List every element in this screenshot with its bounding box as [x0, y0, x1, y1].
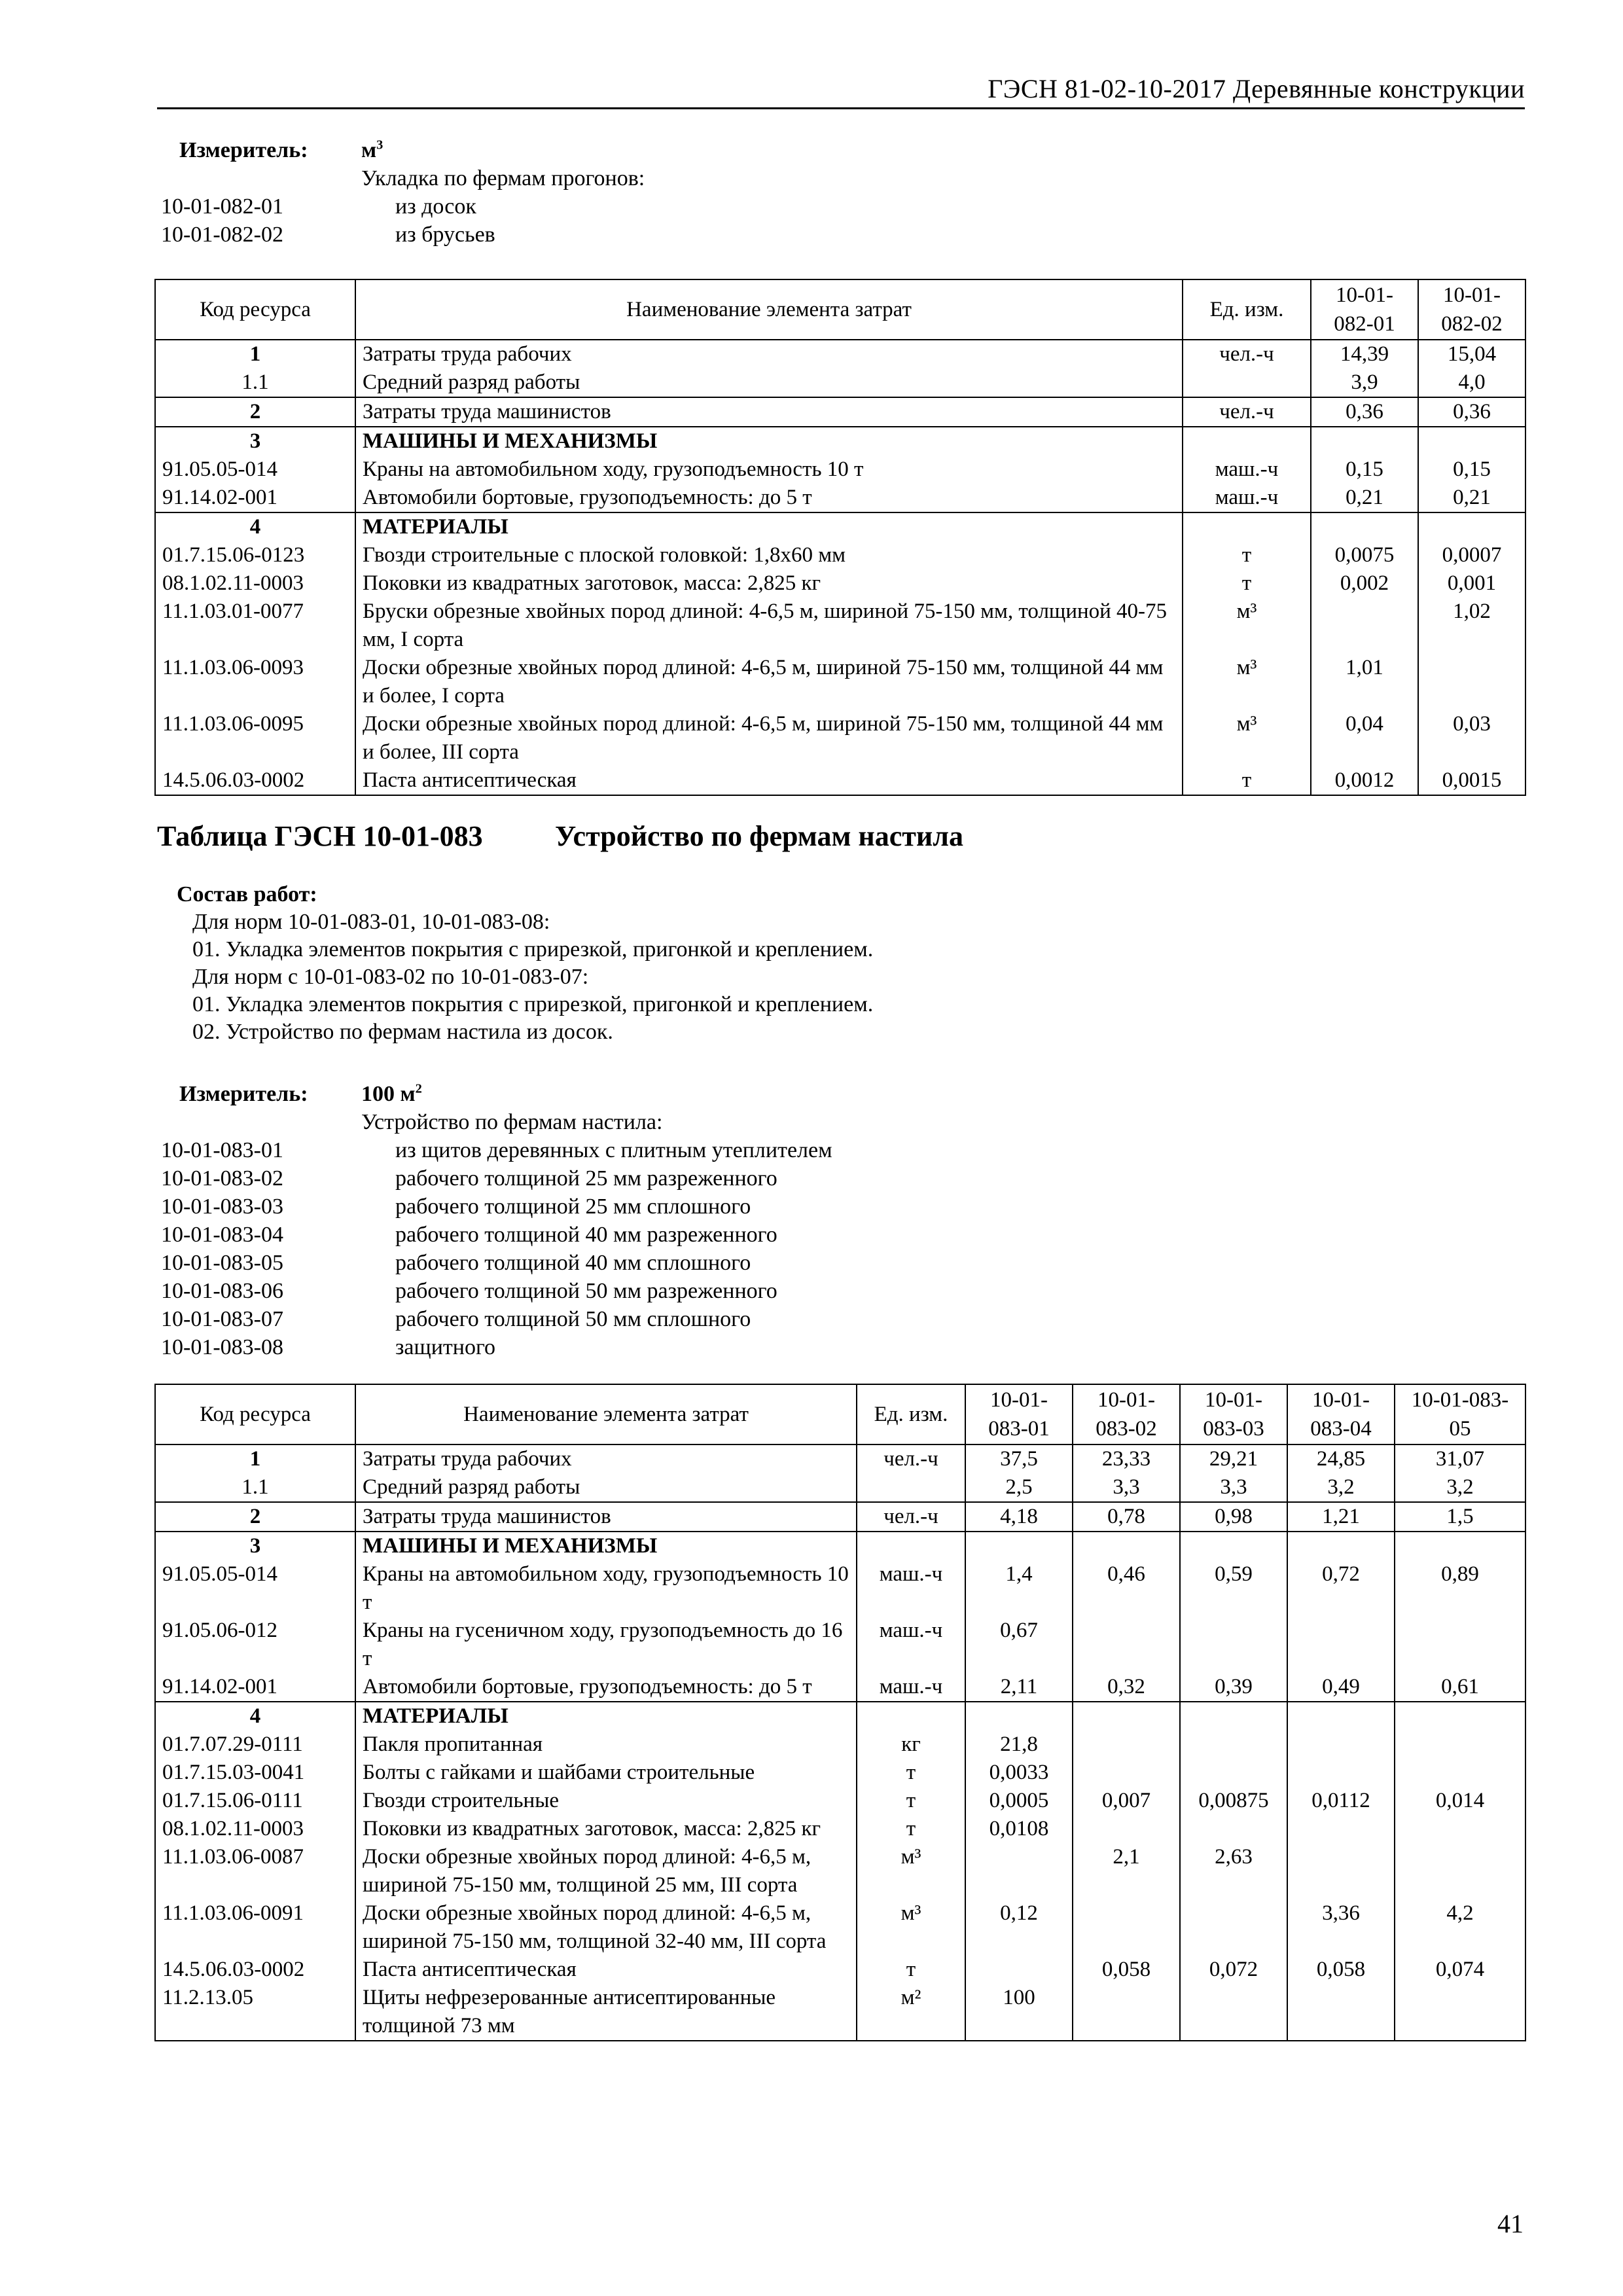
table-row — [155, 710, 1525, 766]
resource-unit: м³ — [1183, 710, 1311, 766]
resource-value — [1287, 1759, 1395, 1787]
measure-item: из щитов деревянных с плитным утеплителем — [395, 1138, 832, 1162]
resource-value — [1180, 1984, 1287, 2041]
table-row — [155, 1617, 1525, 1673]
resource-unit: м³ — [857, 1843, 965, 1899]
resource-value: 15,04 — [1418, 340, 1525, 368]
header-rule — [157, 107, 1525, 109]
resource-name: Доски обрезные хвойных пород длиной: 4-6,5 м, шириной 75-150 мм, толщиной 32-40 мм, III сорта — [355, 1899, 857, 1956]
measure-item: рабочего толщиной 40 мм разреженного — [395, 1223, 777, 1247]
resource-value — [965, 1702, 1073, 1731]
col-header: 10-01-082-02 — [1418, 279, 1525, 340]
resource-value — [1418, 654, 1525, 710]
table-row — [155, 1759, 1525, 1787]
resource-code: 1.1 — [155, 368, 355, 397]
resource-unit: м³ — [857, 1899, 965, 1956]
resource-value: 0,0005 — [965, 1787, 1073, 1815]
table-row — [155, 427, 1525, 456]
resource-value: 0,04 — [1311, 710, 1418, 766]
table-label: Таблица ГЭСН 10-01-083 — [157, 820, 483, 852]
resource-value: 2,5 — [965, 1473, 1073, 1502]
composition-line: Для норм 10-01-083-01, 10-01-083-08: — [192, 910, 550, 934]
col-header: 10-01-083-05 — [1395, 1384, 1525, 1444]
table-body — [155, 340, 1525, 795]
resource-value: 4,2 — [1395, 1899, 1525, 1956]
col-header: 10-01-083-04 — [1287, 1384, 1395, 1444]
measure-caption: Устройство по фермам настила: — [361, 1110, 663, 1134]
resource-name: Затраты труда рабочих — [355, 1444, 857, 1473]
resource-value: 0,12 — [965, 1899, 1073, 1956]
col-header: Наименование элемента затрат — [355, 279, 1183, 340]
resource-value — [965, 1956, 1073, 1984]
table-row — [155, 1815, 1525, 1843]
resource-value: 0,0112 — [1287, 1787, 1395, 1815]
resource-name: МАШИНЫ И МЕХАНИЗМЫ — [355, 427, 1183, 456]
resource-value — [1180, 1731, 1287, 1759]
resource-value — [1287, 1532, 1395, 1560]
table-row — [155, 1532, 1525, 1560]
resource-value: 3,9 — [1311, 368, 1418, 397]
measure-code: 10-01-083-07 — [161, 1307, 283, 1331]
section-title — [157, 819, 963, 853]
resource-value: 0,002 — [1311, 569, 1418, 598]
measure-code: 10-01-083-05 — [161, 1251, 283, 1275]
table-row — [155, 484, 1525, 512]
resource-unit: т — [857, 1956, 965, 1984]
col-header: Код ресурса — [155, 279, 355, 340]
col-header: 10-01-082-01 — [1311, 279, 1418, 340]
resource-code: 4 — [155, 1702, 355, 1731]
resource-name: Гвозди строительные — [355, 1787, 857, 1815]
resource-code: 1.1 — [155, 1473, 355, 1502]
resource-unit: м² — [857, 1984, 965, 2041]
measure-code: 10-01-083-06 — [161, 1279, 283, 1303]
resource-name: Автомобили бортовые, грузоподъемность: до 5 т — [355, 484, 1183, 512]
measure-block-2 — [161, 1080, 832, 1361]
resource-value — [1395, 1984, 1525, 2041]
resource-name: Болты с гайками и шайбами строительные — [355, 1759, 857, 1787]
resource-value — [1073, 1984, 1180, 2041]
table-row — [155, 569, 1525, 598]
resource-value: 37,5 — [965, 1444, 1073, 1473]
work-composition — [177, 881, 873, 1046]
col-header: Наименование элемента затрат — [355, 1384, 857, 1444]
resource-value: 0,058 — [1287, 1956, 1395, 1984]
table-title: Устройство по фермам настила — [555, 820, 963, 852]
table-row — [155, 1560, 1525, 1617]
resource-value: 0,21 — [1418, 484, 1525, 512]
resource-unit — [857, 1702, 965, 1731]
col-header: Ед. изм. — [857, 1384, 965, 1444]
page-number: 41 — [1497, 2209, 1524, 2238]
measure-code: 10-01-083-04 — [161, 1223, 283, 1247]
measure-item: рабочего толщиной 25 мм разреженного — [395, 1166, 777, 1191]
resource-value: 3,2 — [1395, 1473, 1525, 1502]
resource-name: Средний разряд работы — [355, 368, 1183, 397]
resource-value — [1180, 1532, 1287, 1560]
measure-caption: Укладка по фермам прогонов: — [361, 166, 645, 190]
resource-name: Затраты труда рабочих — [355, 340, 1183, 368]
resource-name: Доски обрезные хвойных пород длиной: 4-6,5 м, шириной 75-150 мм, толщиной 44 мм и более, I сорта — [355, 654, 1183, 710]
resource-value — [1311, 598, 1418, 654]
table-body — [155, 1444, 1525, 2041]
resource-value: 0,61 — [1395, 1673, 1525, 1702]
resource-value — [1180, 1702, 1287, 1731]
resource-name: Поковки из квадратных заготовок, масса: 2,825 кг — [355, 569, 1183, 598]
resource-name: Щиты нефрезерованные антисептированные толщиной 73 мм — [355, 1984, 857, 2041]
resource-value: 0,36 — [1311, 397, 1418, 427]
resource-value: 0,59 — [1180, 1560, 1287, 1617]
table-row — [155, 1843, 1525, 1899]
resource-code: 01.7.07.29-0111 — [155, 1731, 355, 1759]
resource-value — [1287, 1702, 1395, 1731]
resource-code: 11.1.03.06-0091 — [155, 1899, 355, 1956]
resource-value: 0,0108 — [965, 1815, 1073, 1843]
col-header: 10-01-083-02 — [1073, 1384, 1180, 1444]
resource-code: 11.2.13.05 — [155, 1984, 355, 2041]
resource-value: 4,18 — [965, 1502, 1073, 1532]
resource-unit: чел.-ч — [857, 1444, 965, 1473]
measure-code: 10-01-083-08 — [161, 1335, 283, 1359]
resource-value: 3,3 — [1073, 1473, 1180, 1502]
resource-value: 1,01 — [1311, 654, 1418, 710]
resource-unit: т — [857, 1815, 965, 1843]
resource-value: 2,11 — [965, 1673, 1073, 1702]
measure-block-1 — [161, 136, 645, 249]
table-row — [155, 598, 1525, 654]
measure-label: Измеритель: — [179, 1082, 308, 1106]
resource-unit: маш.-ч — [1183, 484, 1311, 512]
resource-value — [1418, 512, 1525, 541]
resource-value: 2,1 — [1073, 1843, 1180, 1899]
resource-value: 0,0012 — [1311, 766, 1418, 795]
resource-value: 0,46 — [1073, 1560, 1180, 1617]
measure-code: 10-01-083-03 — [161, 1194, 283, 1219]
resource-value — [1395, 1617, 1525, 1673]
table-row — [155, 766, 1525, 795]
resource-value — [1073, 1731, 1180, 1759]
resource-unit — [857, 1473, 965, 1502]
resource-value: 14,39 — [1311, 340, 1418, 368]
resource-code: 1 — [155, 340, 355, 368]
resource-value — [1073, 1759, 1180, 1787]
resource-value: 0,39 — [1180, 1673, 1287, 1702]
resource-value — [965, 1532, 1073, 1560]
resource-name: Поковки из квадратных заготовок, масса: 2,825 кг — [355, 1815, 857, 1843]
resource-value: 3,2 — [1287, 1473, 1395, 1502]
resource-value — [1395, 1532, 1525, 1560]
table-row — [155, 456, 1525, 484]
resource-value: 1,5 — [1395, 1502, 1525, 1532]
resource-value: 0,32 — [1073, 1673, 1180, 1702]
resource-value — [1287, 1731, 1395, 1759]
measure-code: 10-01-083-02 — [161, 1166, 283, 1191]
resource-unit: маш.-ч — [857, 1673, 965, 1702]
table-row — [155, 541, 1525, 569]
resource-name: Пакля пропитанная — [355, 1731, 857, 1759]
running-header: ГЭСН 81-02-10-2017 Деревянные конструкции — [988, 74, 1525, 103]
resource-code: 91.05.05-014 — [155, 456, 355, 484]
resource-unit — [857, 1532, 965, 1560]
measure-item: из брусьев — [395, 223, 495, 247]
measure-item: защитного — [395, 1335, 496, 1359]
resource-value: 2,63 — [1180, 1843, 1287, 1899]
resource-value: 23,33 — [1073, 1444, 1180, 1473]
resource-code: 91.14.02-001 — [155, 1673, 355, 1702]
resource-value — [1418, 427, 1525, 456]
resource-value — [1073, 1617, 1180, 1673]
resource-value: 24,85 — [1287, 1444, 1395, 1473]
resource-unit: чел.-ч — [1183, 340, 1311, 368]
resource-value: 0,001 — [1418, 569, 1525, 598]
resource-code: 4 — [155, 512, 355, 541]
resource-value — [1395, 1843, 1525, 1899]
measure-item: рабочего толщиной 50 мм разреженного — [395, 1279, 777, 1303]
resource-code: 1 — [155, 1444, 355, 1473]
resource-value: 0,67 — [965, 1617, 1073, 1673]
table-row — [155, 340, 1525, 368]
resource-value: 0,36 — [1418, 397, 1525, 427]
resource-unit — [1183, 427, 1311, 456]
resource-value: 0,78 — [1073, 1502, 1180, 1532]
measure-code: 10-01-082-01 — [161, 194, 283, 219]
resource-value — [1287, 1617, 1395, 1673]
resource-value — [1073, 1899, 1180, 1956]
resource-value: 3,3 — [1180, 1473, 1287, 1502]
resource-value — [1395, 1815, 1525, 1843]
resource-value: 0,0075 — [1311, 541, 1418, 569]
table-row — [155, 654, 1525, 710]
resource-value: 1,4 — [965, 1560, 1073, 1617]
resource-code: 08.1.02.11-0003 — [155, 569, 355, 598]
resource-value — [965, 1843, 1073, 1899]
table-row — [155, 1787, 1525, 1815]
resource-value — [1073, 1532, 1180, 1560]
resource-value — [1180, 1617, 1287, 1673]
measure-item: рабочего толщиной 50 мм сплошного — [395, 1307, 751, 1331]
resource-value: 1,21 — [1287, 1502, 1395, 1532]
table-row — [155, 1956, 1525, 1984]
resource-code: 08.1.02.11-0003 — [155, 1815, 355, 1843]
resource-value: 3,36 — [1287, 1899, 1395, 1956]
resource-value — [1311, 427, 1418, 456]
resource-value: 0,98 — [1180, 1502, 1287, 1532]
resource-code: 14.5.06.03-0002 — [155, 766, 355, 795]
resource-value: 0,0015 — [1418, 766, 1525, 795]
resource-value: 0,0033 — [965, 1759, 1073, 1787]
resource-name: Краны на гусеничном ходу, грузоподъемность до 16 т — [355, 1617, 857, 1673]
resource-value: 0,15 — [1418, 456, 1525, 484]
resource-code: 11.1.03.06-0095 — [155, 710, 355, 766]
resource-code: 91.14.02-001 — [155, 484, 355, 512]
resource-name: Доски обрезные хвойных пород длиной: 4-6,5 м, шириной 75-150 мм, толщиной 25 мм, III сорта — [355, 1843, 857, 1899]
resource-value — [1287, 1984, 1395, 2041]
resource-code: 11.1.03.06-0087 — [155, 1843, 355, 1899]
resource-value: 31,07 — [1395, 1444, 1525, 1473]
resource-code: 01.7.15.06-0123 — [155, 541, 355, 569]
resource-code: 11.1.03.06-0093 — [155, 654, 355, 710]
resource-value — [1073, 1815, 1180, 1843]
resource-value: 0,72 — [1287, 1560, 1395, 1617]
table-row — [155, 512, 1525, 541]
resource-unit: маш.-ч — [857, 1560, 965, 1617]
resource-table-1 — [154, 279, 1526, 796]
resource-code: 3 — [155, 1532, 355, 1560]
resource-name: МАТЕРИАЛЫ — [355, 1702, 857, 1731]
resource-value: 0,072 — [1180, 1956, 1287, 1984]
resource-name: Автомобили бортовые, грузоподъемность: до 5 т — [355, 1673, 857, 1702]
measure-item: из досок — [395, 194, 476, 219]
resource-value: 0,21 — [1311, 484, 1418, 512]
resource-value — [1395, 1702, 1525, 1731]
resource-value: 0,058 — [1073, 1956, 1180, 1984]
resource-value: 0,89 — [1395, 1560, 1525, 1617]
table-row — [155, 1502, 1525, 1532]
table-row — [155, 1473, 1525, 1502]
measure-label: Измеритель: — [179, 138, 308, 162]
resource-value: 0,007 — [1073, 1787, 1180, 1815]
table-row — [155, 1731, 1525, 1759]
resource-value — [1180, 1759, 1287, 1787]
resource-name: Средний разряд работы — [355, 1473, 857, 1502]
col-header: Код ресурса — [155, 1384, 355, 1444]
resource-unit: маш.-ч — [857, 1617, 965, 1673]
measure-code: 10-01-083-01 — [161, 1138, 283, 1162]
col-header: 10-01-083-03 — [1180, 1384, 1287, 1444]
resource-code: 91.05.05-014 — [155, 1560, 355, 1617]
resource-name: Гвозди строительные с плоской головкой: 1,8x60 мм — [355, 541, 1183, 569]
resource-value: 0,03 — [1418, 710, 1525, 766]
resource-name: Паста антисептическая — [355, 766, 1183, 795]
col-header: Ед. изм. — [1183, 279, 1311, 340]
resource-code: 01.7.15.03-0041 — [155, 1759, 355, 1787]
resource-unit: м³ — [1183, 654, 1311, 710]
resource-code: 2 — [155, 1502, 355, 1532]
resource-unit: т — [857, 1759, 965, 1787]
resource-code: 3 — [155, 427, 355, 456]
resource-name: Доски обрезные хвойных пород длиной: 4-6,5 м, шириной 75-150 мм, толщиной 44 мм и более, III сорта — [355, 710, 1183, 766]
resource-value: 0,0007 — [1418, 541, 1525, 569]
table-row — [155, 1899, 1525, 1956]
resource-unit: маш.-ч — [1183, 456, 1311, 484]
resource-unit: т — [857, 1787, 965, 1815]
resource-name: Бруски обрезные хвойных пород длиной: 4-6,5 м, шириной 75-150 мм, толщиной 40-75 мм, I сорта — [355, 598, 1183, 654]
resource-value: 0,49 — [1287, 1673, 1395, 1702]
resource-value — [1180, 1815, 1287, 1843]
resource-unit: кг — [857, 1731, 965, 1759]
resource-value: 21,8 — [965, 1731, 1073, 1759]
resource-code: 11.1.03.01-0077 — [155, 598, 355, 654]
table-row — [155, 1702, 1525, 1731]
resource-name: Затраты труда машинистов — [355, 397, 1183, 427]
table-row — [155, 368, 1525, 397]
resource-value — [1395, 1731, 1525, 1759]
composition-heading: Состав работ: — [177, 882, 317, 906]
resource-name: Затраты труда машинистов — [355, 1502, 857, 1532]
resource-code: 01.7.15.06-0111 — [155, 1787, 355, 1815]
resource-value — [1073, 1702, 1180, 1731]
resource-value: 0,00875 — [1180, 1787, 1287, 1815]
resource-unit — [1183, 368, 1311, 397]
resource-value: 1,02 — [1418, 598, 1525, 654]
resource-name: МАШИНЫ И МЕХАНИЗМЫ — [355, 1532, 857, 1560]
resource-value — [1287, 1815, 1395, 1843]
resource-unit: т — [1183, 541, 1311, 569]
resource-unit: м³ — [1183, 598, 1311, 654]
resource-unit: чел.-ч — [857, 1502, 965, 1532]
table-row — [155, 397, 1525, 427]
resource-name: Паста антисептическая — [355, 1956, 857, 1984]
resource-value: 100 — [965, 1984, 1073, 2041]
resource-value — [1311, 512, 1418, 541]
resource-name: Краны на автомобильном ходу, грузоподъемность 10 т — [355, 1560, 857, 1617]
measure-item: рабочего толщиной 25 мм сплошного — [395, 1194, 751, 1219]
table-row — [155, 1984, 1525, 2041]
measure-code: 10-01-082-02 — [161, 223, 283, 247]
resource-value: 4,0 — [1418, 368, 1525, 397]
resource-name: МАТЕРИАЛЫ — [355, 512, 1183, 541]
resource-value: 0,014 — [1395, 1787, 1525, 1815]
table-row — [155, 1673, 1525, 1702]
composition-line: Для норм с 10-01-083-02 по 10-01-083-07: — [192, 965, 589, 989]
resource-code: 91.05.06-012 — [155, 1617, 355, 1673]
resource-value — [1287, 1843, 1395, 1899]
col-header: 10-01-083-01 — [965, 1384, 1073, 1444]
resource-unit — [1183, 512, 1311, 541]
resource-value: 29,21 — [1180, 1444, 1287, 1473]
resource-value: 0,15 — [1311, 456, 1418, 484]
composition-line: 01. Укладка элементов покрытия с прирезкой, пригонкой и креплением. — [192, 937, 874, 961]
resource-unit: т — [1183, 766, 1311, 795]
resource-name: Краны на автомобильном ходу, грузоподъемность 10 т — [355, 456, 1183, 484]
composition-line: 01. Укладка элементов покрытия с прирезкой, пригонкой и креплением. — [192, 992, 874, 1016]
table-row — [155, 1444, 1525, 1473]
resource-value: 0,074 — [1395, 1956, 1525, 1984]
measure-item: рабочего толщиной 40 мм сплошного — [395, 1251, 751, 1275]
resource-table-2 — [154, 1384, 1526, 2041]
resource-code: 2 — [155, 397, 355, 427]
resource-value — [1180, 1899, 1287, 1956]
resource-unit: чел.-ч — [1183, 397, 1311, 427]
measure-unit: 100 $м^2$ — [361, 1081, 422, 1106]
composition-line: 02. Устройство по фермам настила из досок. — [192, 1020, 613, 1044]
measure-unit: $м^3$ — [361, 137, 383, 162]
resource-value — [1395, 1759, 1525, 1787]
resource-unit: т — [1183, 569, 1311, 598]
resource-code: 14.5.06.03-0002 — [155, 1956, 355, 1984]
